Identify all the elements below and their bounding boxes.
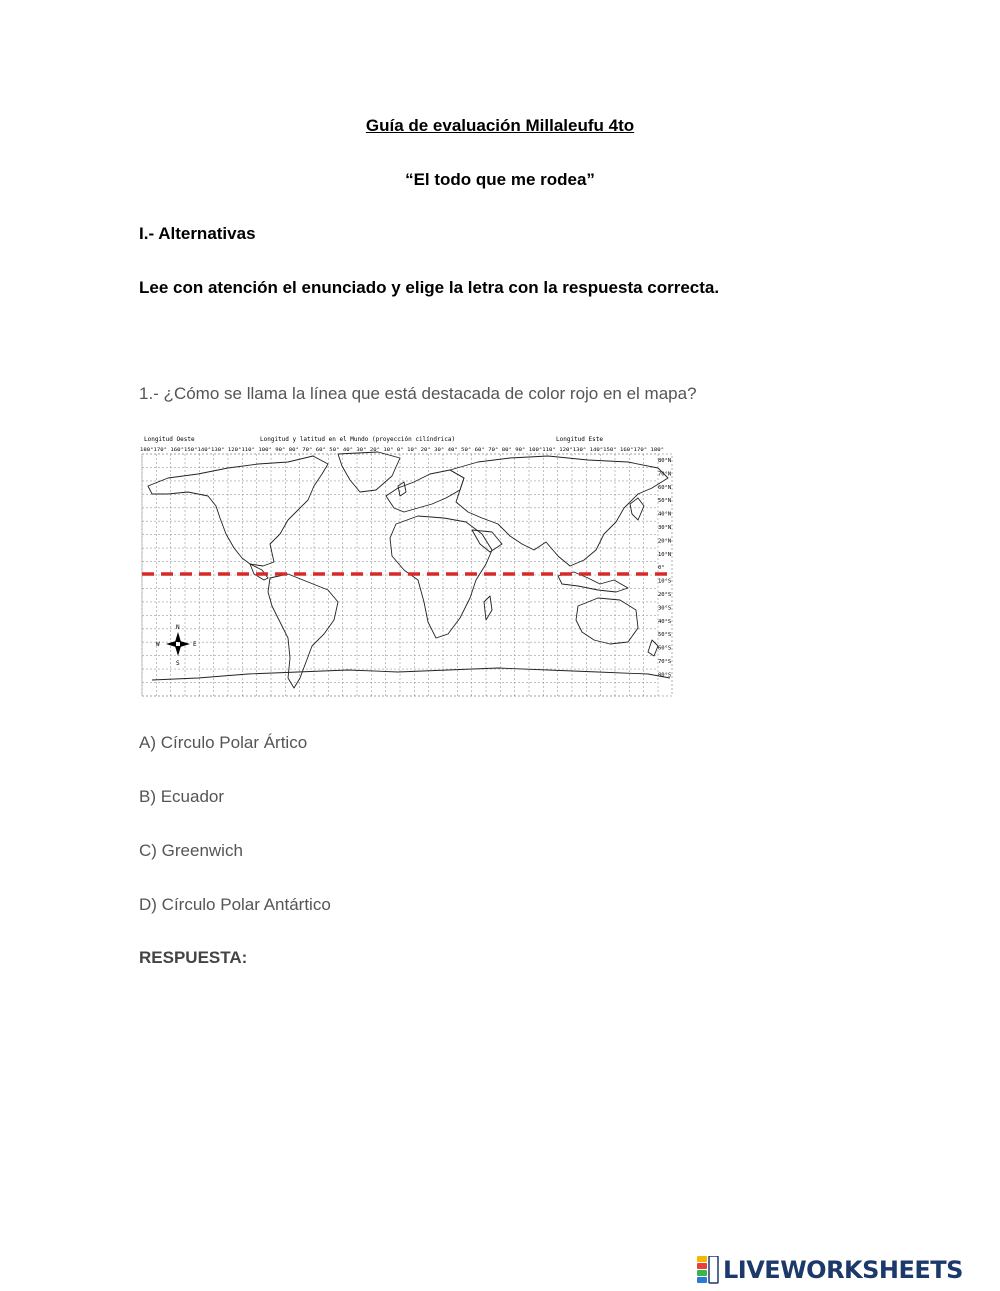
liveworksheets-logo-icon: [697, 1256, 719, 1284]
world-map: [138, 434, 674, 702]
option-d: D) Círculo Polar Antártico: [139, 895, 331, 914]
logo-text: LIVEWORKSHEETS: [723, 1256, 963, 1284]
answer-label: RESPUESTA:: [139, 948, 248, 967]
map-header-center: Longitud y latitud en el Mundo (proyección cilíndrica): [260, 436, 456, 443]
latitude-label: 0°: [658, 565, 665, 572]
latitude-label: 50°S: [658, 632, 672, 639]
compass-north-arrow-icon: [175, 632, 181, 642]
greenland-outline: [338, 452, 400, 492]
option-b: B) Ecuador: [139, 787, 225, 806]
instruction-text: Lee con atención el enunciado y elige la letra con la respuesta correcta.: [139, 278, 720, 297]
new-zealand-outline: [648, 640, 658, 656]
latitude-label: 30°S: [658, 605, 672, 612]
latitude-label: 70°S: [658, 659, 672, 665]
north-america-outline: [148, 456, 328, 566]
map-header-right: Longitud Este: [556, 436, 603, 443]
continent-outlines: [148, 452, 670, 688]
latitude-label: 20°S: [658, 592, 672, 598]
option-a: A) Círculo Polar Ártico: [139, 733, 308, 752]
document-title: Guía de evaluación Millaleufu 4to: [365, 116, 635, 135]
document-subtitle: “El todo que me rodea”: [405, 170, 595, 189]
latitude-label: 30°N: [658, 525, 672, 531]
antarctica-outline: [152, 668, 670, 680]
compass-e-label: E: [193, 641, 197, 648]
compass-w-label: W: [156, 641, 160, 648]
latitude-label: 80°N: [658, 458, 672, 464]
compass-rose: [156, 624, 197, 667]
latitude-label: 60°N: [658, 484, 672, 491]
liveworksheets-logo: [697, 1255, 963, 1285]
asia-outline: [450, 456, 668, 566]
latitude-label: 20°N: [658, 538, 672, 545]
latitude-label: 10°N: [658, 551, 672, 558]
central-america-outline: [250, 564, 268, 580]
africa-outline: [390, 516, 492, 638]
arabia-outline: [472, 530, 502, 552]
map-header-left: Longitud Oeste: [144, 436, 195, 443]
japan-outline: [630, 498, 644, 520]
europe-outline: [386, 470, 464, 512]
compass-south-arrow-icon: [175, 646, 181, 656]
compass-n-label: N: [176, 624, 180, 631]
australia-outline: [576, 598, 638, 644]
uk-outline: [398, 482, 406, 496]
latitude-label: 50°N: [658, 498, 672, 505]
madagascar-outline: [484, 596, 492, 620]
option-c: C) Greenwich: [139, 841, 243, 860]
latitude-label: 40°S: [658, 618, 672, 625]
latitude-label: 60°S: [658, 645, 672, 652]
map-longitude-labels: 180°170° 160°150°140°130° 120°110° 100° 90° 80° 70° 60° 50° 40° 30° 20° 10° 0° 10° 20° 30° 40° 50° 60° 70° 80° 90° 100°110° 120°130° 140°150° 160°170° 180°: [140, 448, 569, 453]
section-heading: I.- Alternativas: [139, 224, 256, 243]
latitude-label: 10°S: [658, 578, 672, 585]
compass-west-arrow-icon: [166, 641, 176, 647]
latitude-label: 70°N: [658, 471, 672, 478]
latitude-label: 80°S: [658, 672, 672, 679]
question-text: 1.- ¿Cómo se llama la línea que está destacada de color rojo en el mapa?: [139, 384, 697, 403]
latitude-label: 40°N: [658, 511, 672, 518]
compass-s-label: S: [176, 660, 180, 667]
